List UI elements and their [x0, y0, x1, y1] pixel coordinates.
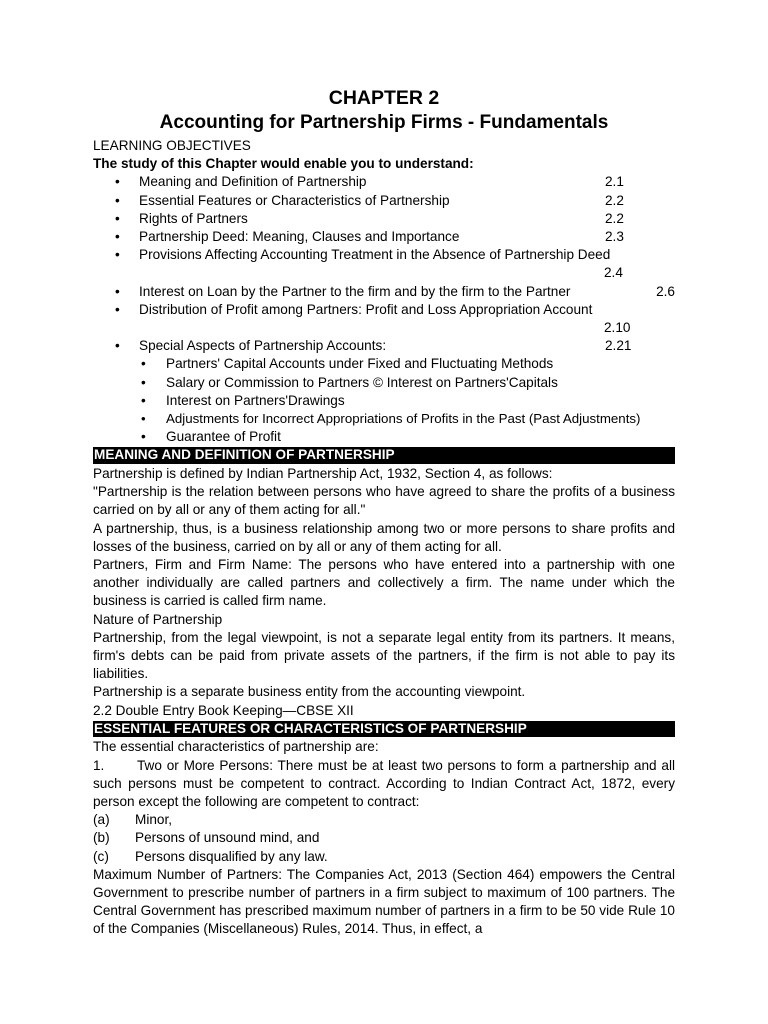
objective-page: 2.6 — [656, 283, 675, 299]
sub-objective-item: • Partners' Capital Accounts under Fixed and Fluctuating Methods — [93, 355, 675, 373]
chapter-number: CHAPTER 2 — [328, 87, 440, 109]
learning-objectives-heading: LEARNING OBJECTIVES — [93, 138, 251, 153]
study-intro: The study of this Chapter would enable you to understand: — [93, 156, 474, 172]
objective-page: 2.2 — [605, 192, 624, 208]
chapter-title: Accounting for Partnership Firms - Fundamentals — [159, 112, 609, 133]
objective-page: 2.4 — [604, 265, 623, 281]
exception-label: (c) — [93, 848, 109, 864]
exception-item — [93, 848, 675, 866]
paragraph: The essential characteristics of partnership are: — [93, 739, 379, 755]
sub-objective-item: • Guarantee of Profit — [93, 428, 675, 446]
sub-objective-item: • Adjustments for Incorrect Appropriations of Profits in the Past (Past Adjustments) — [93, 410, 675, 428]
objective-item — [93, 192, 675, 210]
objective-item — [93, 173, 675, 191]
item-text: Two or More Persons: There must be at least two persons to form a partnership and all such persons must be competent to contract. According to Indian Contract Act, 1872, every person except the following are competent to contract: — [93, 757, 675, 809]
objective-page: 2.1 — [605, 174, 624, 190]
sub-objective-item: • Interest on Partners'Drawings — [93, 392, 675, 410]
paragraph: Maximum Number of Partners: The Companies Act, 2013 (Section 464) empowers the Central Government to prescribe number of partners in a firm subject to maximum of 100 partners. The Central Government has prescribed maximum number of partners in a firm to be 50 vide Rule 10 of the Companies (Miscellaneous) Rules, 2014. Thus, in effect, a — [93, 866, 675, 937]
exception-label: (a) — [93, 812, 110, 828]
exception-text: Minor, — [135, 812, 173, 828]
objective-item — [93, 228, 675, 246]
objective-page: 2.2 — [605, 210, 624, 226]
objective-text: • Interest on Loan by the Partner to the firm and by the firm to the Partner — [139, 283, 571, 299]
objective-text: • Distribution of Profit among Partners: Profit and Loss Appropriation Account — [139, 301, 593, 317]
objective-text: • Essential Features or Characteristics of Partnership — [139, 192, 450, 208]
objective-text: • Partnership Deed: Meaning, Clauses and Importance — [139, 229, 460, 245]
subheading-nature: Nature of Partnership — [93, 611, 223, 627]
paragraph: Partnership is a separate business entity from the accounting viewpoint. — [93, 684, 526, 700]
section-heading-features: ESSENTIAL FEATURES OR CHARACTERISTICS OF PARTNERSHIP — [93, 721, 675, 738]
paragraph: "Partnership is the relation between persons who have agreed to share the profits of a business carried on by all or any of them acting for all." — [93, 484, 675, 518]
objective-text: • Special Aspects of Partnership Accounts: — [139, 338, 387, 354]
exception-text: Persons disqualified by any law. — [135, 848, 328, 864]
page-content — [93, 86, 675, 939]
objectives-list — [93, 173, 675, 355]
section-heading-meaning: MEANING AND DEFINITION OF PARTNERSHIP — [93, 447, 675, 464]
objective-page: 2.21 — [605, 338, 632, 354]
exception-text: Persons of unsound mind, and — [135, 830, 320, 846]
exception-label: (b) — [93, 830, 110, 846]
item-number: 1. — [93, 757, 105, 773]
objective-text: • Rights of Partners — [139, 210, 248, 226]
objective-item — [93, 301, 675, 337]
paragraph: Partnership is defined by Indian Partnership Act, 1932, Section 4, as follows: — [93, 465, 553, 481]
objective-text: • Provisions Affecting Accounting Treatment in the Absence of Partnership Deed — [139, 247, 611, 263]
objective-page: 2.3 — [605, 229, 624, 245]
paragraph: A partnership, thus, is a business relationship among two or more persons to share profits and losses of the business, carried on by all or any of them acting for all. — [93, 520, 675, 554]
objective-item — [93, 246, 675, 282]
paragraph: Partners, Firm and Firm Name: The persons who have entered into a partnership with one another individually are called partners and collectively a firm. The name under which the business is carried is called firm name. — [93, 556, 675, 609]
sub-objective-item: • Salary or Commission to Partners © Interest on Partners'Capitals — [93, 374, 675, 392]
paragraph: Partnership, from the legal viewpoint, is not a separate legal entity from its partners. It means, firm's debts can be paid from private assets of the partners, if the firm is not able to pay its liabilities. — [93, 629, 675, 682]
running-header: 2.2 Double Entry Book Keeping—CBSE XII — [93, 702, 354, 718]
objective-page: 2.10 — [604, 320, 631, 336]
sub-objectives-list — [93, 355, 675, 446]
exception-item — [93, 829, 675, 847]
objective-item — [93, 337, 675, 355]
exception-item — [93, 811, 675, 829]
objective-item — [93, 283, 675, 301]
objective-text: • Meaning and Definition of Partnership — [139, 174, 367, 190]
objective-item — [93, 210, 675, 228]
